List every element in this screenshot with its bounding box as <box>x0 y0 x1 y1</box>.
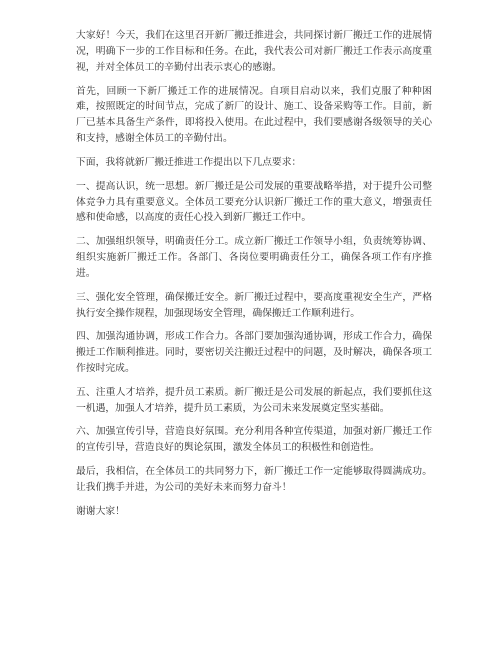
paragraph-requirement-5: 五、注重人才培养，提升员工素质。新厂搬迁是公司发展的新起点，我们要抓住这一机遇，加强人才培养，提升员工素质，为公司未来发展奠定坚实基础。 <box>76 386 432 414</box>
paragraph-requirement-6: 六、加强宣传引导，营造良好氛围。充分利用各种宣传渠道，加强对新厂搬迁工作的宣传引导，营造良好的舆论氛围，激发全体员工的积极性和创造性。 <box>76 426 432 454</box>
paragraph-thanks: 谢谢大家！ <box>76 505 125 517</box>
paragraph-requirement-4: 四、加强沟通协调，形成工作合力。各部门要加强沟通协调，形成工作合力，确保搬迁工作顺利推进。同时，要密切关注搬迁过程中的问题，及时解决，确保各项工作按时完成。 <box>76 331 432 375</box>
paragraph-requirement-2: 二、加强组织领导，明确责任分工。成立新厂搬迁工作领导小组，负责统筹协调、组织实施新厂搬迁工作。各部门、各岗位要明确责任分工，确保各项工作有序推进。 <box>76 236 432 279</box>
paragraph-requirements-intro: 下面，我将就新厂搬迁推进工作提出以下几点要求： <box>76 156 302 168</box>
paragraph-requirement-3: 三、强化安全管理，确保搬迁安全。新厂搬迁过程中，要高度重视安全生产，严格执行安全操作规程，加强现场安全管理，确保搬迁工作顺利进行。 <box>76 291 432 319</box>
paragraph-closing: 最后，我相信，在全体员工的共同努力下，新厂搬迁工作一定能够取得圆满成功。让我们携手并进，为公司的美好未来而努力奋斗！ <box>76 466 432 493</box>
paragraph-requirement-1: 一、提高认识，统一思想。新厂搬迁是公司发展的重要战略举措，对于提升公司整体竞争力具有重要意义。全体员工要充分认识新厂搬迁工作的重大意义，增强责任感和使命感，以高度的责任心投入到新厂搬迁工作中。 <box>76 180 432 224</box>
paragraph-greeting: 大家好！今天，我们在这里召开新厂搬迁推进会，共同探讨新厂搬迁工作的进展情况，明确下一步的工作目标和任务。在此，我代表公司对新厂搬迁工作表示高度重视，并对全体员工的辛勤付出表示衷心的感谢。 <box>76 30 432 73</box>
paragraph-review: 首先，回顾一下新厂搬迁工作的进展情况。自项目启动以来，我们克服了种种困难，按照既定的时间节点，完成了新厂的设计、施工、设备采购等工作。目前，新厂已基本具备生产条件，即将投入使用。在此过程中，我们要感谢各级领导的关心和支持，感谢全体员工的辛勤付出。 <box>76 85 432 145</box>
document-body <box>76 28 432 527</box>
